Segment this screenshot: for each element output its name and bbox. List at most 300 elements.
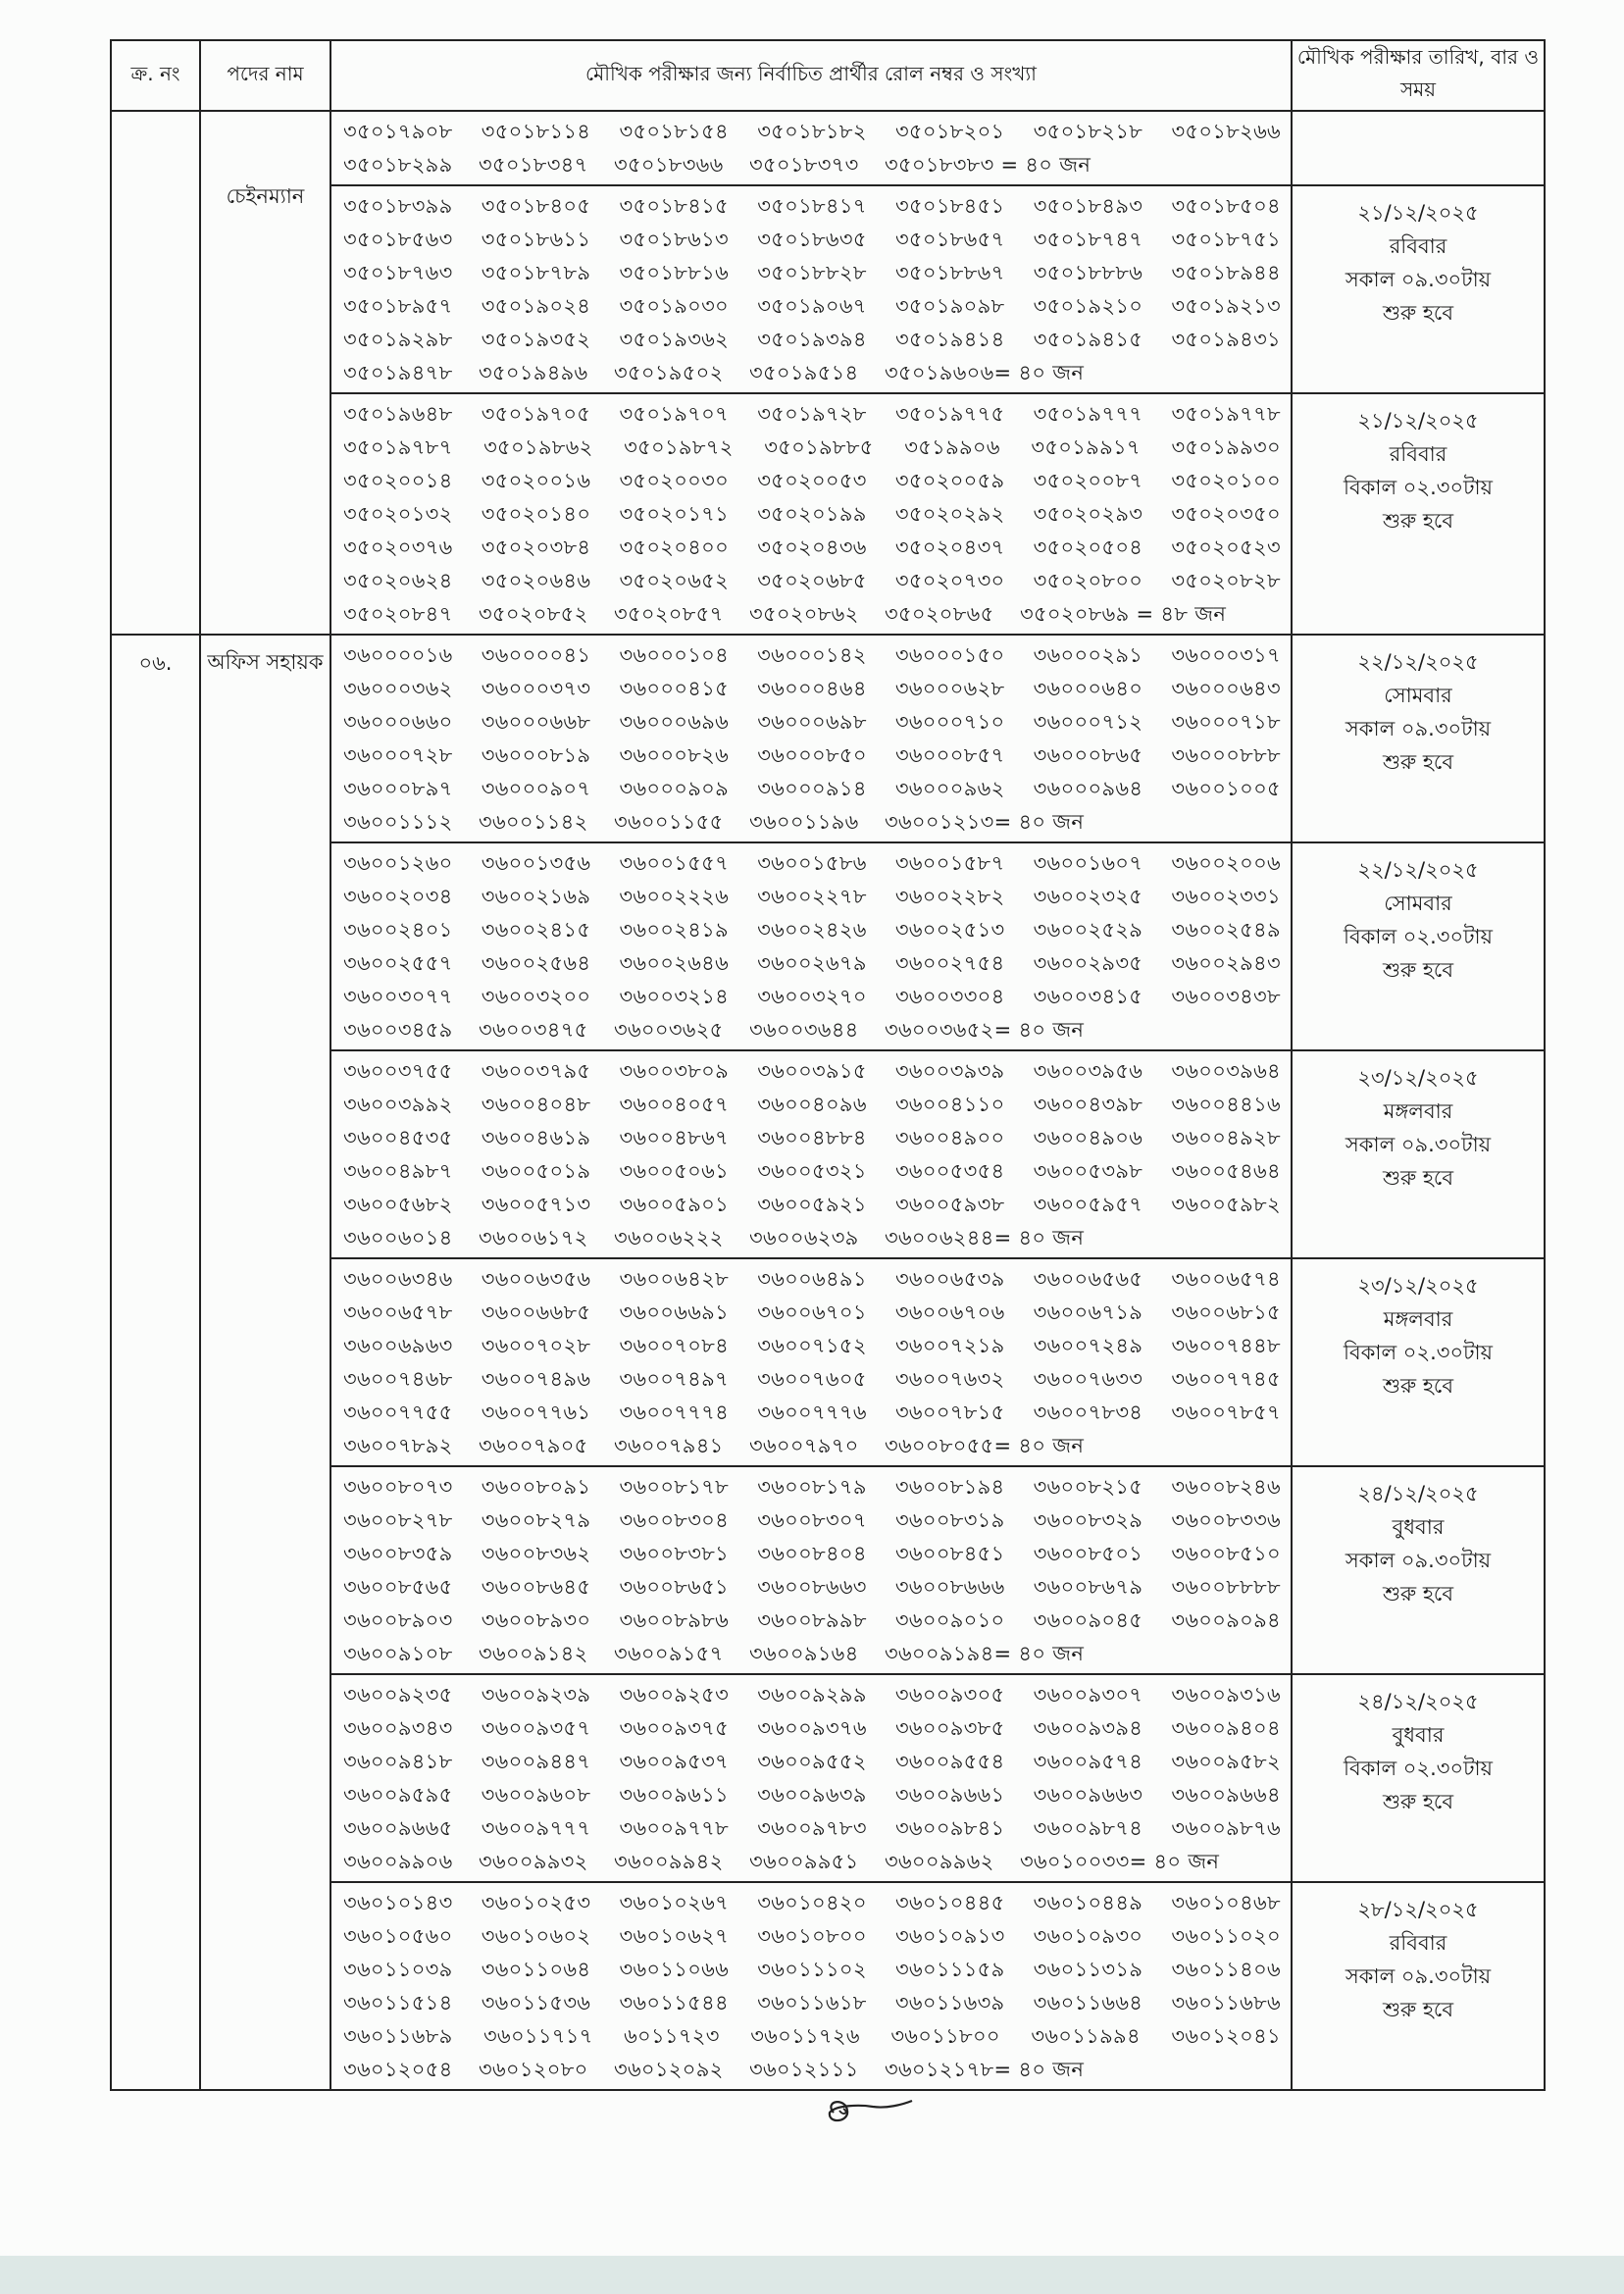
roll-number-line [343,2053,1281,2086]
roll-number: ৩৬০০০৭২৮ [343,743,453,767]
roll-number: ৩৬০০৩৯৯২ [343,1093,453,1116]
roll-number: ৩৫০১৮৮৬৭ [895,261,1005,284]
roll-number: ৩৫০২০৭৩০ [894,569,1005,592]
roll-number-line [343,1121,1281,1154]
roll-number: ৩৬০০৮৯০৩ [343,1608,453,1632]
schedule-day: বুধবার [1392,1515,1445,1539]
schedule-note: শুরু হবে [1382,1582,1454,1606]
roll-number: ৩৬০০৯৫৫২ [757,1750,867,1773]
roll-number: ৩৬০০৮০৫৫= ৪০ জন [885,1434,1085,1457]
roll-number: ৩৫০১৮৭৪৭ [1033,228,1143,251]
roll-number: ৩৬০০৭৯০৫ [479,1434,588,1457]
roll-number: ৩৬০০৮৪০৪ [757,1542,867,1565]
roll-number: ৩৬০০৯৭৭৮ [619,1816,730,1840]
roll-number: ৩৬০০৮৬৬৬ [894,1575,1005,1599]
roll-number: ৩৫০২০৮৬২ [749,602,859,626]
roll-number: ৩৫০১৯৫১৪ [749,361,859,384]
roll-number: ৩৬০০৯৩১৬ [1171,1683,1281,1707]
roll-number: ৩৬০০০৭১২ [1033,710,1143,734]
roll-number: ৩৬০০৯৩৯৪ [1033,1716,1143,1740]
roll-number: ৩৫০১৮৬৩৫ [757,228,867,251]
roll-number: ৩৬০০৩৯৫৬ [1033,1059,1143,1083]
roll-numbers-cell [330,1050,1292,1258]
roll-number: ৩৬০০০৮২৬ [619,743,730,767]
roll-number: ৩৬০০৯৫৯৫ [343,1783,453,1807]
roll-number: ৩৬০০৬৭১৯ [1033,1300,1143,1324]
roll-number: ৩৫০১৮৩৮৩ = ৪০ জন [885,153,1091,177]
roll-number: ৩৬০০৭৪৪৮ [1171,1334,1281,1357]
roll-number: ৩৬০০৪৯২৮ [1171,1126,1281,1149]
roll-number: ৩৬০০৯৯৫১ [749,1850,859,1873]
schedule-note: শুরু হবে [1382,1998,1454,2021]
header-serial: ক্র. নং [111,40,200,111]
roll-number: ৩৫০২০৮৪৭ [343,602,453,626]
roll-number: ৩৬০০৮২১৫ [1033,1475,1143,1499]
roll-number: ৩৬০০১৫৮৭ [894,851,1005,875]
roll-number-line [343,1296,1281,1329]
roll-number-line [343,1470,1281,1504]
roll-number: ৩৬০০৯৬৬৩ [1033,1783,1143,1807]
roll-number: ৩৬০০৬১৭২ [479,1226,588,1249]
roll-number: ৩৬০০৫৯০১ [619,1193,730,1216]
roll-number: ৩৬০০২৫৬৪ [481,951,591,975]
roll-number: ৩৬০০৯৬৬১ [894,1783,1005,1807]
roll-number-line [343,1504,1281,1537]
roll-number: ৩৫০১৯৭৭৭ [1033,402,1143,426]
roll-number: ৩৬০০৩৯১৫ [757,1059,867,1083]
roll-number: ৩৬০০৫০৬১ [619,1159,730,1183]
roll-number: ৩৫০১৮৬১১ [481,228,591,251]
roll-number: ৩৬০০৬৫৭৮ [343,1300,453,1324]
roll-number: ৩৬০১১৬৩৯ [894,1991,1005,2014]
roll-number: ৩৬০১১৬৮৬ [1171,1991,1281,2014]
roll-number: ৩৬০০০৯১৪ [757,777,867,800]
roll-number: ৩৬০০৯৮৪১ [894,1816,1005,1840]
roll-number-line [343,323,1281,356]
roll-number: ৩৬০০৮১৭৮ [619,1475,730,1499]
roll-number: ৩৬০০৬৫৬৫ [1033,1267,1143,1291]
roll-number: ৩৬০০০০৪১ [481,643,591,667]
roll-number: ৩৬০১১৬৮৯ [343,2024,453,2048]
roll-number: ৩৬০১০৪৪৯ [1033,1891,1143,1914]
roll-number: ৩৬০০৯৭৮৩ [757,1816,867,1840]
serial-number: ০৬. [138,651,173,675]
roll-number: ৩৫০১৯২১৩ [1171,294,1281,318]
roll-number: ৩৬০০৮৬৫১ [619,1575,729,1599]
roll-number: ৩৬০০০৮৫৭ [894,743,1005,767]
roll-number-line [343,1678,1281,1711]
roll-number-line [343,946,1281,980]
roll-number: ৩৫০১৮৩৪৭ [479,153,588,177]
roll-number: ৩৬০০৯৯৩২ [479,1850,588,1873]
roll-number: ৩৬০০৯৫৮২ [1171,1750,1281,1773]
roll-number: ৩৫০১৮২৬৬ [1171,120,1281,143]
roll-number: ৩৫০১৯৩৬২ [619,328,730,351]
roll-number: ৩৬০০৪৬১৯ [481,1126,591,1149]
schedule-cell [1292,842,1545,1050]
schedule-time: সকাল ০৯.৩০টায় [1345,1549,1492,1572]
roll-numbers-cell [330,1882,1292,2090]
roll-number: ৩৫০২০১০০ [1171,469,1281,492]
roll-number: ৩৫০১৯০৩০ [619,294,729,318]
roll-number: ৩৬০০৭০৮৪ [619,1334,730,1357]
schedule-note: শুরু হবে [1382,301,1454,325]
roll-number: ৩৬০০৩৮০৯ [619,1059,730,1083]
roll-number: ৩৬০০৯২৩৯ [481,1683,591,1707]
roll-number: ৩৫০১৯৭০৫ [481,402,591,426]
roll-number: ৩৬০০২৫৪৯ [1171,918,1281,942]
roll-number: ৩৬০০৭৪৯৭ [619,1367,729,1391]
roll-number: ৩৬০১০২৫৩ [481,1891,591,1914]
roll-number-line [343,464,1281,497]
roll-number: ৩৬০০৮৩০৪ [619,1508,730,1532]
roll-number: ৩৬০০৯৬৬৫ [343,1816,453,1840]
roll-number-line [343,638,1281,672]
roll-number: ৩৫০২০৮০০ [1033,569,1143,592]
roll-number: ৩৬০০০৬৬০ [343,710,453,734]
roll-number-line [343,1604,1281,1637]
roll-number: ৩৬০০০০১৬ [343,643,453,667]
roll-number: ৩৫০১৮৬৫৭ [894,228,1005,251]
roll-number: ৩৬০০০১০৪ [619,643,730,667]
roll-number: ৩৬০০৮৩৫৯ [343,1542,453,1565]
roll-number-line [343,1088,1281,1121]
roll-number: ৩৬০১১৬৬৪ [1033,1991,1143,2014]
schedule-day: সোমবার [1384,892,1452,915]
roll-number: ৩৬০০০২৯১ [1033,643,1143,667]
roll-number: ৩৬০০৪০৯৬ [757,1093,867,1116]
roll-number: ৩৬০০২১৬৯ [481,885,591,908]
roll-number: ৩৬০১০৬২৭ [619,1924,730,1948]
roll-number: ৩৬০০০৩৬২ [343,677,453,700]
roll-number: ৩৫০১৮২১৮ [1033,120,1143,143]
roll-number: ৩৬০১১৫৩৬ [481,1991,591,2014]
serial-cell [111,635,200,2090]
roll-number: ৩৬০০৯৩০৫ [894,1683,1005,1707]
roll-number: ৩৫০১৯৪৯৬ [479,361,588,384]
roll-number: ৩৫০২০১৩২ [343,502,453,526]
roll-number: ৩৬০০৬৬৮৫ [481,1300,591,1324]
roll-number: ৩৬০১১৪০৬ [1171,1958,1281,1981]
roll-number: ৩৬০০৯৪৪৭ [481,1750,591,1773]
schedule-date: ২৪/১২/২০২৫ [1357,1482,1479,1505]
roll-number-line [343,597,1281,631]
roll-number: ৩৬০০৪৯০০ [894,1126,1005,1149]
roll-number: ৩৬০০৯৯৬২ [885,1850,994,1873]
roll-number: ৩৫০১৯৮৬২ [483,435,593,459]
roll-number: ৩৫০২০৫০৪ [1033,535,1143,559]
roll-number: ৩৬০১১১০২ [757,1958,867,1981]
roll-number: ৩৬০১০৬০২ [481,1924,591,1948]
roll-number: ৩৬০০৩৪৫৯ [343,1018,453,1042]
schedule-note: শুরু হবে [1382,1790,1454,1813]
roll-number: ৩৬০০৭৭৪৫ [1171,1367,1281,1391]
roll-number: ৩৫০১৯৯১৭ [1031,435,1141,459]
roll-number: ৩৬০০০৩৭৩ [481,677,591,700]
roll-number: ৩৬০০৯৫৭৪ [1033,1750,1143,1773]
roll-number: ৩৬০০৮১৯৪ [894,1475,1005,1499]
schedule-block-row [111,635,1545,842]
roll-number: ৩৬০১১০২০ [1171,1924,1281,1948]
table-header-row [111,40,1545,111]
roll-number: ৩৬০১২০৯২ [614,2058,724,2081]
roll-number: ৩৬০০৪০৫৭ [619,1093,730,1116]
serial-number [112,112,199,124]
roll-number: ৩৫০১৮৭৮৯ [481,261,591,284]
roll-number: ৩৫০২০০৫৯ [894,469,1005,492]
roll-number-line [343,739,1281,772]
schedule-date: ২৮/১২/২০২৫ [1357,1898,1479,1921]
roll-number-line [343,705,1281,739]
roll-number: ৩৬০০০৮৮৮ [1171,743,1281,767]
roll-number: ৩৫০১৮৫০৪ [1171,194,1281,218]
roll-number-line [343,1013,1281,1046]
schedule-date: ২১/১২/২০২৫ [1357,201,1479,225]
schedule-cell [1292,1050,1545,1258]
post-name-cell [200,635,330,2090]
roll-number-line [343,564,1281,597]
roll-number: ৩৫০১৯৮৮৫ [764,435,874,459]
roll-number: ৩৬০০৮৫৬৫ [343,1575,453,1599]
schedule-date: ২১/১২/২০২৫ [1357,409,1479,433]
roll-number: ৩৫১৯৯০৬ [904,435,1000,459]
roll-number: ৩৫০২০৫২৩ [1171,535,1281,559]
roll-number: ৩৬০১১৫১৪ [343,1991,453,2014]
roll-number: ৩৬০০৪০৪৮ [481,1093,591,1116]
roll-number: ৩৫০২০৮৬৯ = ৪৮ জন [1020,602,1227,626]
roll-number: ৩৬০০৫৯২১ [757,1193,867,1216]
roll-number: ৩৬০০৮৬৬৩ [757,1575,867,1599]
roll-number: ৩৫০২০৮২৮ [1171,569,1281,592]
roll-number-line [343,980,1281,1013]
roll-number: ৩৬০১০২৬৭ [619,1891,730,1914]
roll-number: ৩৬০১১৭১৭ [483,2024,593,2048]
roll-number: ৩৬০০৮৬৭৯ [1033,1575,1143,1599]
roll-number: ৩৬০০০৯৬২ [894,777,1005,800]
roll-number: ৩৬০০২৪১৯ [619,918,729,942]
roll-number: ৩৫০২০৬২৪ [343,569,453,592]
roll-number: ৩৬০১১৯৯৪ [1031,2024,1141,2048]
roll-number: ৩৬০০৩৬৪৪ [749,1018,859,1042]
roll-number: ৩৬০০৮৮৮৮ [1171,1575,1281,1599]
roll-number: ৩৫০১৯২৯৮ [343,328,453,351]
roll-number-line [343,531,1281,564]
roll-number: ৩৫০১৮৯৪৪ [1171,261,1281,284]
roll-number: ৩৫০২০৪৩৬ [757,535,867,559]
roll-number: ৩৫০১৯৫০২ [614,361,724,384]
roll-number: ৩৬০০২৬৭৯ [757,951,867,975]
roll-number: ৩৬০০৯৬০৮ [481,1783,591,1807]
roll-number: ৩৬০০৭৭৭৬ [757,1401,867,1424]
roll-number: ৩৬০০৮৩৩৬ [1171,1508,1281,1532]
roll-number: ৩৬০০০৬৯৮ [757,710,867,734]
roll-number: ৩৬০০৭৭৭৪ [619,1401,730,1424]
roll-number: ৩৬০০৭৮১৫ [894,1401,1005,1424]
roll-number-line [343,1362,1281,1396]
header-post-name: পদের নাম [200,40,330,111]
roll-numbers-cell [330,111,1292,185]
roll-number: ৩৫০১৯৪৩১ [1171,328,1281,351]
roll-number: ৩৬০০৩৭৯৫ [481,1059,591,1083]
roll-number: ৩৬০০০৬৪৩ [1171,677,1281,700]
schedule-cell [1292,1882,1545,2090]
roll-number: ৩৬০০৬৪২৮ [619,1267,730,1291]
roll-number: ৩৬০০৩৪৩৮ [1171,985,1281,1008]
roll-number: ৩৬০১১০৩৯ [343,1958,453,1981]
roll-number: ৩৬০০৮৯৯৮ [757,1608,867,1632]
roll-number: ৩৬০০৭৬৩২ [894,1367,1005,1391]
roll-number: ৩৬০১২১১১ [749,2058,859,2081]
roll-number: ৩৬০০০৮৬৫ [1033,743,1143,767]
roll-number: ৩৬০০৯২৯৯ [757,1683,867,1707]
schedule-note: শুরু হবে [1382,1374,1454,1398]
roll-number: ৩৬০০৫৩২১ [757,1159,867,1183]
roll-number: ৩৬০০০৯৬৪ [1033,777,1143,800]
schedule-date: ২২/১২/২০২৫ [1357,858,1479,882]
roll-number-line [343,115,1281,148]
roll-numbers-cell [330,1674,1292,1882]
scan-margin [0,2256,1624,2294]
roll-number: ৩৬০০৯০১০ [894,1608,1005,1632]
roll-number: ৩৫০১৮৯৫৭ [343,294,453,318]
roll-number: ৩৫০২০৮৬৫ [885,602,994,626]
roll-number: ৩৫০১৯৩৫২ [481,328,591,351]
roll-number: ৩৫০১৯০২৪ [481,294,591,318]
roll-number-line [343,497,1281,531]
signature-mark [814,2091,922,2130]
schedule-day: রবিবার [1389,442,1447,466]
schedule-note: শুরু হবে [1382,958,1454,982]
roll-number: ৩৬০১১৮০০ [890,2024,1000,2048]
roll-number: ৩৬০০১৫৫৭ [619,851,730,875]
roll-number: ৩৬০০১১১২ [343,810,453,834]
roll-number: ৩৫০১৮১৫৪ [619,120,729,143]
roll-number-line [343,1429,1281,1462]
schedule-day: রবিবার [1389,1931,1447,1955]
roll-number-line [343,805,1281,839]
roll-number: ৩৬০০৪৫৩৫ [343,1126,453,1149]
schedule-day: মঙ্গলবার [1383,1307,1453,1331]
roll-number-line [343,1953,1281,1986]
roll-number-line [343,1811,1281,1845]
roll-number: ৩৫০১৯৪১৫ [1033,328,1143,351]
roll-number-line [343,1054,1281,1088]
roll-number: ৩৬০০৯২৫৩ [619,1683,730,1707]
roll-number: ৩৬০০৫৬৮২ [343,1193,453,1216]
roll-number: ৩৫০১৯৩৯৪ [757,328,867,351]
roll-number: ৩৬০০২০০৬ [1171,851,1281,875]
roll-number: ৩৫০২০০১৬ [481,469,591,492]
roll-number: ৩৬০০৬০১৪ [343,1226,453,1249]
roll-number: ৩৬০০৬২৪৪= ৪০ জন [885,1226,1085,1249]
roll-number: ৩৬০০৫৯৮২ [1171,1193,1281,1216]
roll-number: ৩৬০০৯১৯৪= ৪০ জন [885,1642,1085,1665]
roll-number: ৩৫০২০৩৫০ [1171,502,1281,526]
schedule-time: বিকাল ০২.৩০টায় [1344,925,1493,948]
roll-number: ৩৫০২০২৯৩ [1033,502,1143,526]
roll-number-line [343,1262,1281,1296]
schedule-cell [1292,393,1545,635]
roll-number: ৩৫০২০৮৫২ [479,602,588,626]
roll-number-line [343,913,1281,946]
roll-number: ৩৬০০৯৪০৪ [1171,1716,1281,1740]
roll-number: ৩৬০০০১৪২ [757,643,867,667]
roll-number: ৩৫০২০১৭১ [619,502,730,526]
roll-number-line [343,148,1281,181]
roll-number: ৩৬০০০৯০৯ [619,777,730,800]
roll-number: ৩৬০০৬২২২ [614,1226,724,1249]
roll-number: ৩৫০১৮৩৯৯ [343,194,453,218]
roll-number: ৩৬০০৮৯৩০ [481,1608,591,1632]
roll-number: ৩৬০০০৭১৮ [1171,710,1281,734]
roll-number: ৩৬০০৩০৭৭ [343,985,453,1008]
roll-number: ৩৬০০৪১১০ [894,1093,1005,1116]
roll-number-line [343,356,1281,389]
roll-number: ৩৬০০২৭৫৪ [894,951,1005,975]
roll-number: ৩৬০০৬২৩৯ [749,1226,859,1249]
roll-number: ৩৬০০৯৮৭৪ [1033,1816,1143,1840]
roll-number: ৩৬০০৩৬৫২= ৪০ জন [885,1018,1085,1042]
roll-number: ৩৬০১১৫৪৪ [619,1991,729,2014]
roll-number: ৩৬০০০৮৯৭ [343,777,453,800]
schedule-day: সোমবার [1384,684,1452,707]
roll-number: ৩৫০২০৮৫৭ [614,602,724,626]
roll-number: ৩৬০১২০৫৪ [343,2058,453,2081]
roll-number: ৩৬০০০৯০৭ [481,777,591,800]
roll-number: ৩৬০০৮৩২৯ [1033,1508,1143,1532]
roll-number: ৩৬০০২২২৬ [619,885,730,908]
roll-number: ৩৫০২০৩৮৪ [481,535,591,559]
roll-number: ৩৫০১৮৪০৫ [481,194,591,218]
roll-number: ৩৬০০৭০২৮ [481,1334,591,1357]
schedule-time: সকাল ০৯.৩০টায় [1345,268,1492,291]
roll-number: ৩৫০১৯৪৭৮ [343,361,453,384]
roll-number: ৩৫০১৯৯৩০ [1171,435,1281,459]
roll-number: ৩৬০০৩২৭০ [757,985,867,1008]
roll-number: ৩৬০০৫০১৯ [481,1159,591,1183]
roll-number: ৩৬০০১২১৩= ৪০ জন [885,810,1085,834]
roll-number: ৩৬০০৯৬৩৯ [757,1783,867,1807]
roll-number: ৩৬০০৩২১৪ [619,985,730,1008]
roll-number-line [343,223,1281,256]
roll-number: ৩৬০১২১৭৮= ৪০ জন [885,2058,1085,2081]
roll-number: ৩৬০০৯১০৮ [343,1642,453,1665]
roll-number: ৩৬০০২৫২৯ [1033,918,1143,942]
roll-number: ৩৬০০১০০৫ [1171,777,1281,800]
roll-number: ৩৫০১৮৭৬৩ [343,261,453,284]
roll-number: ৩৬০০৬৭০৬ [894,1300,1005,1324]
roll-number: ৩৬০০৩৪৭৫ [479,1018,588,1042]
schedule-day: মঙ্গলবার [1383,1099,1453,1123]
roll-number: ৩৬০০৩৭৫৫ [343,1059,453,1083]
roll-number: ৩৬০০২৯৪৩ [1171,951,1281,975]
roll-number: ৩৬০১১৩১৯ [1033,1958,1143,1981]
schedule-time: সকাল ০৯.৩০টায় [1345,1133,1492,1156]
roll-number: ৩৫০১৮৪৫১ [894,194,1005,218]
roll-number: ৩৫০১৯৪১৪ [895,328,1005,351]
roll-number: ৩৬০০৬৫৩৯ [894,1267,1005,1291]
roll-number-line [343,1188,1281,1221]
roll-number: ৩৬০০৯১৪২ [479,1642,588,1665]
roll-number: ৩৬০০৮৫১০ [1171,1542,1281,1565]
roll-numbers-cell [330,393,1292,635]
roll-number: ৩৬০০৪৩৯৮ [1033,1093,1143,1116]
roll-number: ৩৬০০৭৪৬৮ [343,1367,453,1391]
roll-number: ৩৬০০০৩১৭ [1171,643,1281,667]
roll-number: ৩৬০০৭৬০৫ [757,1367,867,1391]
roll-numbers-cell [330,1258,1292,1466]
roll-number-line [343,672,1281,705]
